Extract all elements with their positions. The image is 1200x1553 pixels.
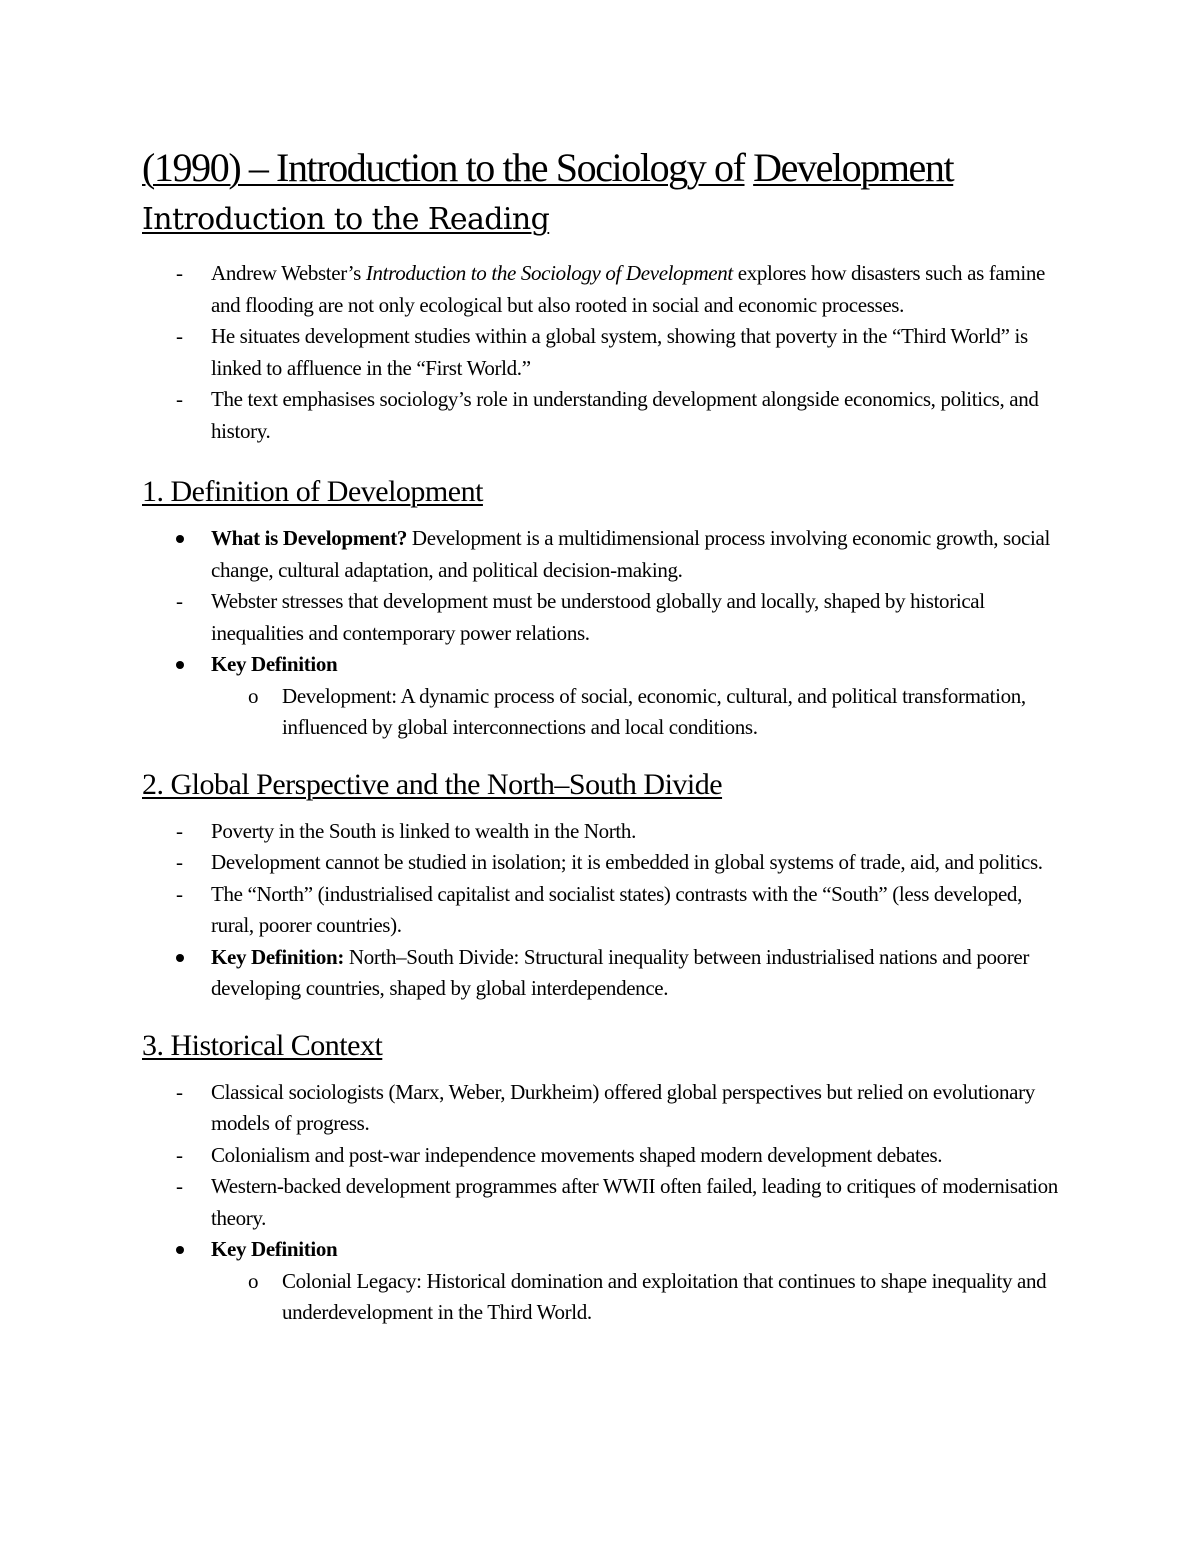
list-item [142,523,1060,586]
list-item [142,649,1060,681]
key-definition-label: Key Definition [211,1237,338,1261]
intro-list [142,258,1060,447]
list-item [142,816,1060,848]
title-part-2: Development [753,145,954,190]
list-item [142,1077,1060,1140]
section-heading-2: 2. Global Perspective and the North–South Divide [142,767,723,801]
dash-marker [176,1077,196,1109]
key-definition-label: Key Definition: [211,944,344,969]
section-3-list [142,1077,1060,1329]
list-item [142,258,1060,321]
list-item [142,1234,1060,1266]
dash-marker [176,879,196,911]
list-item [142,586,1060,649]
list-item [142,1171,1060,1234]
dash-marker [176,1140,196,1172]
intro-item-3: The text emphasises sociology’s role in understanding development alongside economics, politics, and history. [211,387,1039,443]
subtitle: Introduction to the Reading [142,202,550,237]
circle-marker [248,1266,268,1298]
item-text: Western-backed development programmes after WWII often failed, leading to critiques of modernisation theory. [211,1174,1058,1230]
intro-item-2: He situates development studies within a global system, showing that poverty in the “Third World” is linked to affluence in the “First World.” [211,324,1028,380]
dash-marker [176,1171,196,1203]
item-text: Development is a multidimensional process involving economic growth, social change, cultural adaptation, and political decision-making. [211,526,1050,582]
circle-marker [248,681,268,713]
item-text: Colonialism and post-war independence movements shaped modern development debates. [211,1142,943,1167]
key-definition-text: Development: A dynamic process of social, economic, cultural, and political transformation, influenced by global interconnections and local conditions. [282,683,1026,739]
item-text: Classical sociologists (Marx, Weber, Durkheim) offered global perspectives but relied on evolutionary models of progress. [211,1079,1035,1135]
section-heading-3: 3. Historical Context [142,1028,383,1062]
section-2-list [142,816,1060,1005]
book-title: Introduction to the Sociology of Development [365,261,733,285]
key-definition-text: Colonial Legacy: Historical domination and exploitation that continues to shape inequality and underdevelopment in the Third World. [282,1268,1047,1324]
list-item [142,384,1060,447]
section-1-list [142,523,1060,744]
sub-list-item [142,681,1060,744]
list-item [142,321,1060,384]
list-item [142,847,1060,879]
list-item [142,942,1060,1005]
dash-marker [176,816,196,848]
dash-marker [176,847,196,879]
dash-marker [176,258,196,290]
key-definition-label: Key Definition [211,652,338,676]
dash-marker [176,321,196,353]
list-item [142,1140,1060,1172]
dash-marker [176,586,196,618]
document-title [142,142,1060,194]
list-item [142,879,1060,942]
document-page [142,142,1060,1329]
item-text: The “North” (industrialised capitalist and socialist states) contrasts with the “South” (less developed, rural, poorer countries). [211,881,1022,937]
sub-list-item [142,1266,1060,1329]
item-text: Webster stresses that development must be understood globally and locally, shaped by historical inequalities and contemporary power relations. [211,589,985,645]
title-part-1: (1990) – Introduction to the Sociology of [142,145,745,190]
bold-label: What is Development? [211,526,407,550]
key-definition-text: North–South Divide: Structural inequality between industrialised nations and poorer developing countries, shaped by global interdependence. [211,944,1030,1000]
intro-item-1-pre: Andrew Webster’s [211,261,366,285]
item-text: Development cannot be studied in isolation; it is embedded in global systems of trade, aid, and politics. [211,850,1043,874]
item-text: Poverty in the South is linked to wealth in the North. [211,818,636,843]
dash-marker [176,384,196,416]
intro-item-1-post: explores how disasters such as famine and flooding are not only ecological but also rooted in social and economic processes. [211,261,1045,317]
section-heading-1: 1. Definition of Development [142,475,483,508]
